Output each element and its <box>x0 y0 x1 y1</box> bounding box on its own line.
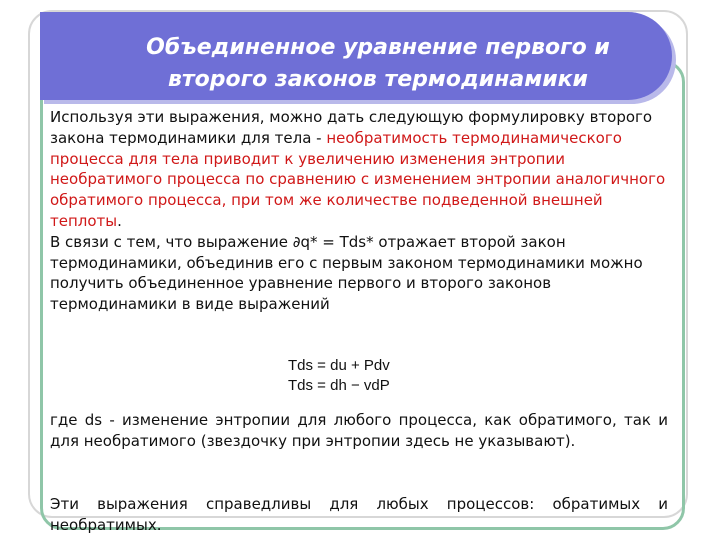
title-banner <box>40 12 672 100</box>
formula-internal-energy: Tds = du + Pdv <box>288 357 390 374</box>
title-line-1: Объединенное уравнение первого и <box>146 35 610 60</box>
formula-enthalpy: Tds = dh − vdP <box>288 377 390 394</box>
highlight-end: . <box>117 211 122 230</box>
highlighted-definition: необратимость термодинамического процесса для тела приводит к увеличению изменения энтропии необратимого процесса по сравнению с изменением энтропии аналогичного обратимого процесса, при том же количестве подведенной внешней теплоты <box>50 128 666 230</box>
title-line-2: второго законов термодинамики <box>168 67 588 92</box>
paragraph-entropy-note: где ds - изменение энтропии для любого процесса, как обратимого, так и для необратимого (звездочку при энтропии здесь не указывают). <box>50 411 668 450</box>
body-text <box>50 107 668 315</box>
intro-text: Используя эти выражения, можно дать следующую формулировку второго закона термодинамики для тела - <box>50 108 653 147</box>
slide-title <box>80 32 676 96</box>
paragraph-combined-equation: В связи с тем, что выражение ∂q* = Tds* отражает второй закон термодинамики, объединив его с первым законом термодинамики можно получить объединенное уравнение первого и второго законов термодинамики в виде выражений <box>50 232 643 314</box>
paragraph-conclusion: Эти выражения справедливы для любых процессов: обратимых и необратимых. <box>50 495 668 534</box>
formulas <box>288 356 508 396</box>
